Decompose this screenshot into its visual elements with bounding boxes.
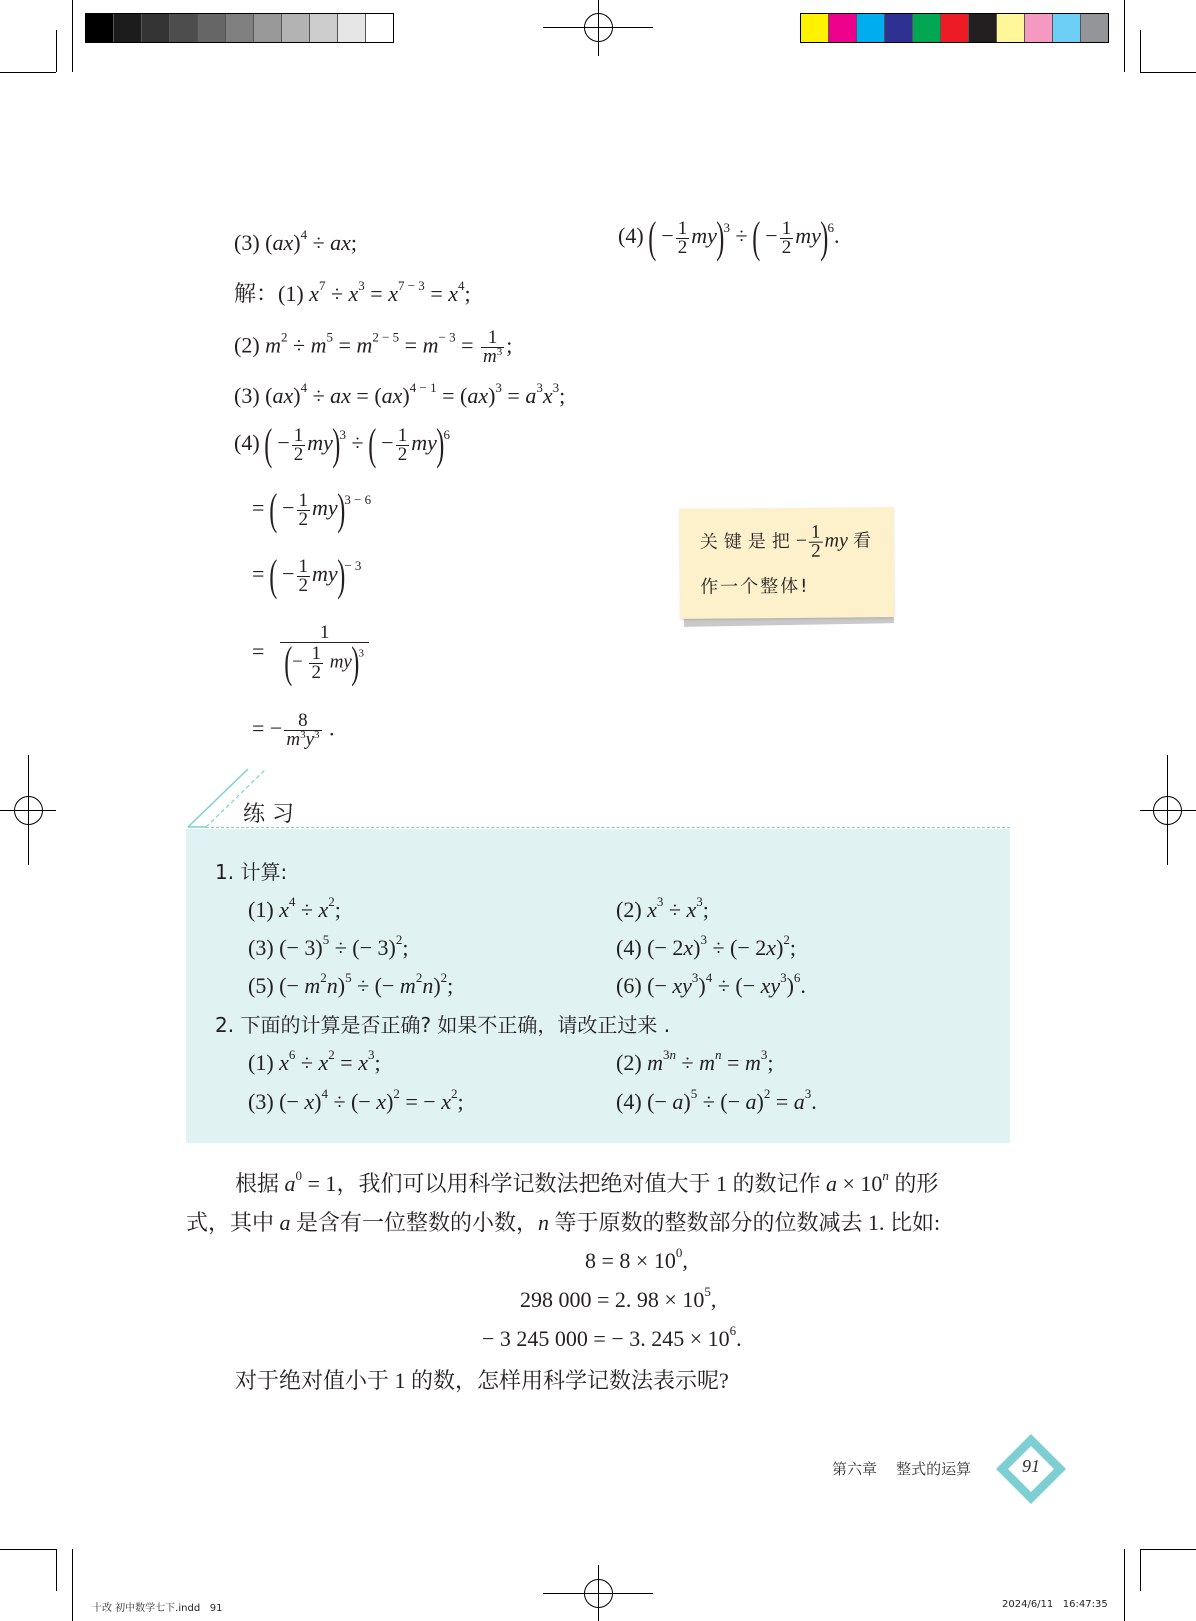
callout-text-line-2: 作一个整体! <box>700 575 810 598</box>
exercise-2-4: (4) (− a)$^5$ ÷ (− $a)^2 = a^3$. <box>616 1086 817 1114</box>
crop-mark <box>1140 1549 1196 1550</box>
exercise-dashed-rule <box>206 827 1010 828</box>
color-swatch <box>253 14 281 42</box>
color-swatch <box>309 14 337 42</box>
solution-1: 解：(1) $x^7 \div x^3 = x^{7 - 3} = x^4$; <box>234 278 471 307</box>
solution-number: (1) <box>278 281 304 306</box>
crop-mark <box>1140 30 1141 72</box>
gray-color-bar <box>85 13 394 43</box>
color-bar <box>800 13 1109 43</box>
solution-4-step-4: = − $\frac{8}{m^3y^3}$ . <box>252 710 335 750</box>
crop-mark <box>72 0 73 72</box>
exercise-1-2: (2) $x^3 \div x^3$; <box>616 894 709 922</box>
solution-4-step-3: = 1 (− $\frac{1}{2}$ my)$^3$ <box>252 624 371 683</box>
page-number-badge <box>996 1434 1066 1504</box>
color-swatch <box>281 14 309 42</box>
file-info: 十改 初中数学七下.indd 91 <box>92 1603 223 1614</box>
body-equation-2: 298 000 = 2. $98 \times 10^5$, <box>520 1284 717 1312</box>
color-swatch <box>1052 14 1080 42</box>
exercise-2-1: (1) $x^6 \div x^2 = x^3$; <box>248 1047 381 1075</box>
crop-mark <box>1140 1549 1141 1591</box>
exercise-2-2: (2) $m^{3n} \div m^n = m^3$; <box>616 1047 774 1075</box>
callout-text-line-1: 关键是把− $\frac{1}{2}$ my 看 <box>699 521 878 562</box>
problem-number: (4) <box>618 223 644 249</box>
solution-3: (3) (ax)$^4$ ÷ ax = $(ax)^{4 - 1} = (ax)^3 = a^3x^3$; <box>234 380 566 408</box>
exercise-1-4: (4) (− 2x)$^3$ ÷ (− 2x)$^2$; <box>616 932 797 960</box>
body-paragraph-2: 式，其中 a 是含有一位整数的小数，n 等于原数的整数部分的位数减去 1. 比如: <box>186 1210 941 1235</box>
color-swatch <box>801 14 828 42</box>
solution-number: (3) <box>234 383 260 408</box>
exercise-2-3: (3) (− x)$^4$ ÷ (− x)$^2$ = − $x^2$; <box>248 1086 464 1114</box>
color-swatch <box>1080 14 1108 42</box>
exercise-title: 练 习 <box>243 802 294 827</box>
exercise-1-3: (3) (− 3)$^5$ ÷ (− 3)$^2$; <box>248 932 409 960</box>
color-swatch <box>1024 14 1052 42</box>
problem-number: (3) <box>234 230 260 255</box>
color-swatch <box>225 14 253 42</box>
body-paragraph-1: 根据 $a^0 = 1$，我们可以用科学记数法把绝对值大于 1 的数记作 $a \times 10^n$ 的形 <box>235 1168 939 1196</box>
color-swatch <box>940 14 968 42</box>
color-swatch <box>968 14 996 42</box>
exercise-1-6: (6) (− $xy^3)^4$ ÷ (− $xy^3)^6$. <box>616 970 806 998</box>
solution-4: (4) ( − $\frac{1}{2}$ my)$^3$ ÷ ( − $\frac{1}{2}$ my)$^6$ <box>234 420 451 469</box>
page-number: 91 <box>1022 1456 1040 1476</box>
color-swatch <box>828 14 856 42</box>
solution-number: (2) <box>234 332 260 358</box>
color-swatch <box>996 14 1024 42</box>
crop-mark <box>56 30 57 72</box>
color-swatch <box>856 14 884 42</box>
color-swatch <box>365 14 393 42</box>
solution-label: 解： <box>234 282 279 307</box>
callout-note <box>680 507 895 619</box>
crop-mark <box>0 1549 56 1550</box>
color-swatch <box>197 14 225 42</box>
crop-mark <box>1124 0 1125 72</box>
exercise-q1-label: 1. 计算: <box>215 860 288 884</box>
problem-3: (3) (ax)$^4$ ÷ ax; <box>234 227 358 255</box>
color-swatch <box>141 14 169 42</box>
crop-mark <box>1124 1549 1125 1621</box>
solution-4-step-2: = ( − $\frac{1}{2}$ my)$^{- 3}$ <box>252 551 362 600</box>
color-swatch <box>884 14 912 42</box>
crop-mark <box>56 1549 57 1591</box>
chapter-title: 第六章 整式的运算 <box>832 1460 972 1478</box>
color-swatch <box>912 14 940 42</box>
body-equation-3: − 3 245 000 = − 3. $245 \times 10^6$. <box>482 1323 742 1351</box>
solution-number: (4) <box>234 430 260 456</box>
body-equation-1: $8 = 8 \times 10^0$, <box>585 1245 688 1273</box>
color-swatch <box>113 14 141 42</box>
crop-mark <box>0 72 56 73</box>
exercise-header <box>186 765 1010 829</box>
body-paragraph-3: 对于绝对值小于 1 的数，怎样用科学记数法表示呢? <box>235 1368 729 1393</box>
exercise-q2-label: 2. 下面的计算是否正确? 如果不正确，请改正过来 . <box>215 1013 671 1037</box>
color-swatch <box>337 14 365 42</box>
exercise-1-1: (1) $x^4 \div x^2$; <box>248 894 341 922</box>
problem-4: (4) ( − $\frac{1}{2}$ my)$^3$ ÷ ( − $\frac{1}{2}$ my)$^6$. <box>618 213 840 262</box>
color-swatch <box>86 14 113 42</box>
solution-4-step-1: = ( − $\frac{1}{2}$ my)$^{3 - 6}$ <box>252 485 372 534</box>
solution-2: (2) $m^2 \div m^5 = m^{2 - 5} = m^{- 3}$ = $\frac{1}{m^3}$ ; <box>234 327 513 367</box>
exercise-1-5: (5) (− $m^2n)^5$ ÷ (− $m^2n)^2$; <box>248 970 454 998</box>
crop-mark <box>1140 72 1196 73</box>
color-swatch <box>169 14 197 42</box>
timestamp: 2024/6/11 16:47:35 <box>1002 1599 1108 1610</box>
crop-mark <box>72 1549 73 1621</box>
